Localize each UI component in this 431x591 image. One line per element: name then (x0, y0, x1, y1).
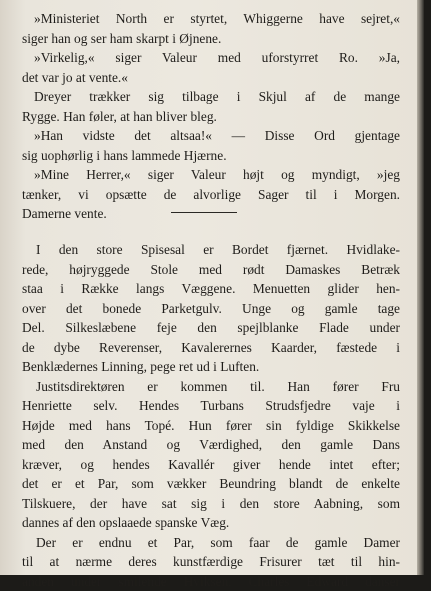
text-line: over det bonede Parketgulv. Unge og gamle tage (22, 299, 400, 319)
text-line: det var jo at vente.« (22, 68, 400, 88)
page-edge-shadow (417, 0, 424, 575)
text-line: Henriette selv. Hendes Turbans Strudsfjedre vaje i (22, 396, 400, 416)
text-line: Del. Silkeslæbene feje den spejlblanke Flade under (22, 318, 400, 338)
text-line: Tilskuere, der have sat sig i den store Aabning, som (22, 494, 400, 514)
text-line: med den Anstand og Værdighed, den gamle Dans (22, 435, 400, 455)
text-line: »Mine Herrer,« siger Valeur højt og myndigt, »jeg (22, 165, 400, 185)
text-line: det er et Par, som vækker Beundring blandt de enkelte (22, 474, 400, 494)
paragraph-6 (22, 240, 400, 377)
section-divider (171, 212, 237, 213)
text-line: sig uophørlig i hans lammede Hjærne. (22, 146, 400, 166)
text-line: Højde med hans Topé. Hun fører sin fyldige Skikkelse (22, 416, 400, 436)
text-line: »Ministeriet North er styrtet, Whiggerne have sejret,« (22, 9, 400, 29)
paragraph-5 (22, 165, 400, 224)
text-line: Dreyer trækker sig tilbage i Skjul af de mange (22, 87, 400, 107)
paragraph-7 (22, 377, 400, 533)
text-line: rede, højryggede Stole med rødt Damaskes Betræk (22, 260, 400, 280)
paragraph-1 (22, 9, 400, 48)
paragraph-3 (22, 87, 400, 126)
text-line: dannes af den opslaaede spanske Væg. (22, 513, 400, 533)
paragraph-4 (22, 126, 400, 165)
text-line: siger han og ser ham skarpt i Øjnene. (22, 29, 400, 49)
text-line: Damerne vente. (22, 204, 400, 224)
paragraph-2 (22, 48, 400, 87)
text-line: Justitsdirektøren er kommen til. Han fører Fru (22, 377, 400, 397)
text-line: til at nærme deres kunstfærdige Frisurer tæt til hin- (22, 552, 400, 572)
text-line: Der er endnu et Par, som faar de gamle Damer (22, 533, 400, 553)
text-line: I den store Spisesal er Bordet fjærnet. Hvidlake- (22, 240, 400, 260)
text-line: tænker, vi opsætte de alvorlige Sager til i Morgen. (22, 185, 400, 205)
text-line: kræver, og hendes Kavallér giver hende intet efter; (22, 455, 400, 475)
text-line: anden under smilende Hviksen. Charles Edward danser (22, 572, 400, 591)
text-line: de dybe Reverenser, Kavalerernes Kaarder, fæstede i (22, 338, 400, 358)
text-line: »Han vidste det altsaa!« — Disse Ord gjentage (22, 126, 400, 146)
text-line: »Virkelig,« siger Valeur med uforstyrret Ro. »Ja, (22, 48, 400, 68)
paragraph-8 (22, 533, 400, 591)
text-line: staa i Række langs Væggene. Menuetten glider hen- (22, 279, 400, 299)
text-line: Benklædernes Linning, pege ret ud i Luften. (22, 357, 400, 377)
text-line: Rygge. Han føler, at han bliver bleg. (22, 107, 400, 127)
